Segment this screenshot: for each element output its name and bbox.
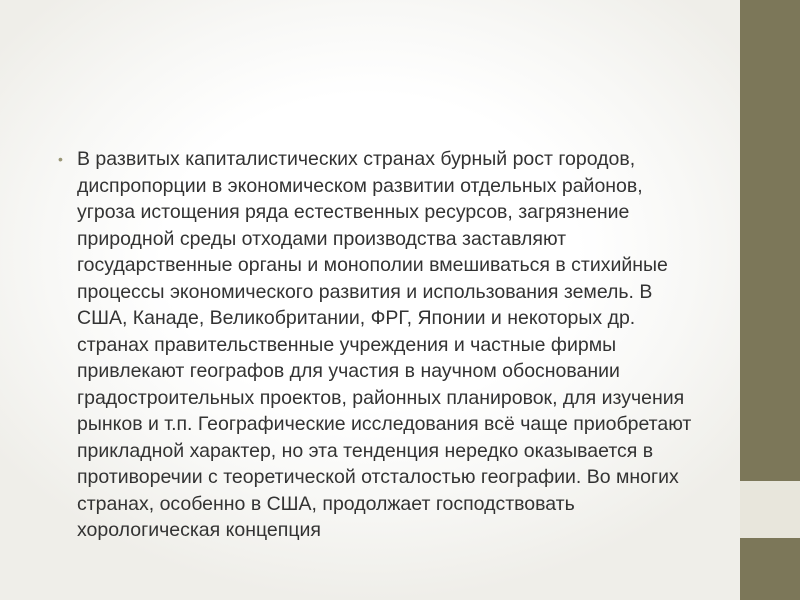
decorative-side-marker [740, 481, 800, 538]
bullet-point-icon: • [58, 151, 63, 167]
body-paragraph: В развитых капиталистических странах бурный рост городов, диспропорции в экономическом развитии отдельных районов, угроза истощения ряда естественных ресурсов, загрязнение природной среды отходами производства заставляют государственные органы и монополии вмешиваться в стихийные процессы экономического развития и использования земель. В США, Канаде, Великобритании, ФРГ, Японии и некоторых др. странах правительственные учреждения и частные фирмы привлекают географов для участия в научном обосновании градостроительных проектов, районных планировок, для изучения рынков и т.п. Географические исследования всё чаще приобретают прикладной характер, но эта тенденция нередко оказывается в противоречии с теоретической отсталостью географии. Во многих странах, особенно в США, продолжает господствовать хорологическая концепция [77, 148, 692, 541]
slide-content [56, 146, 706, 600]
bullet-item [56, 146, 706, 544]
